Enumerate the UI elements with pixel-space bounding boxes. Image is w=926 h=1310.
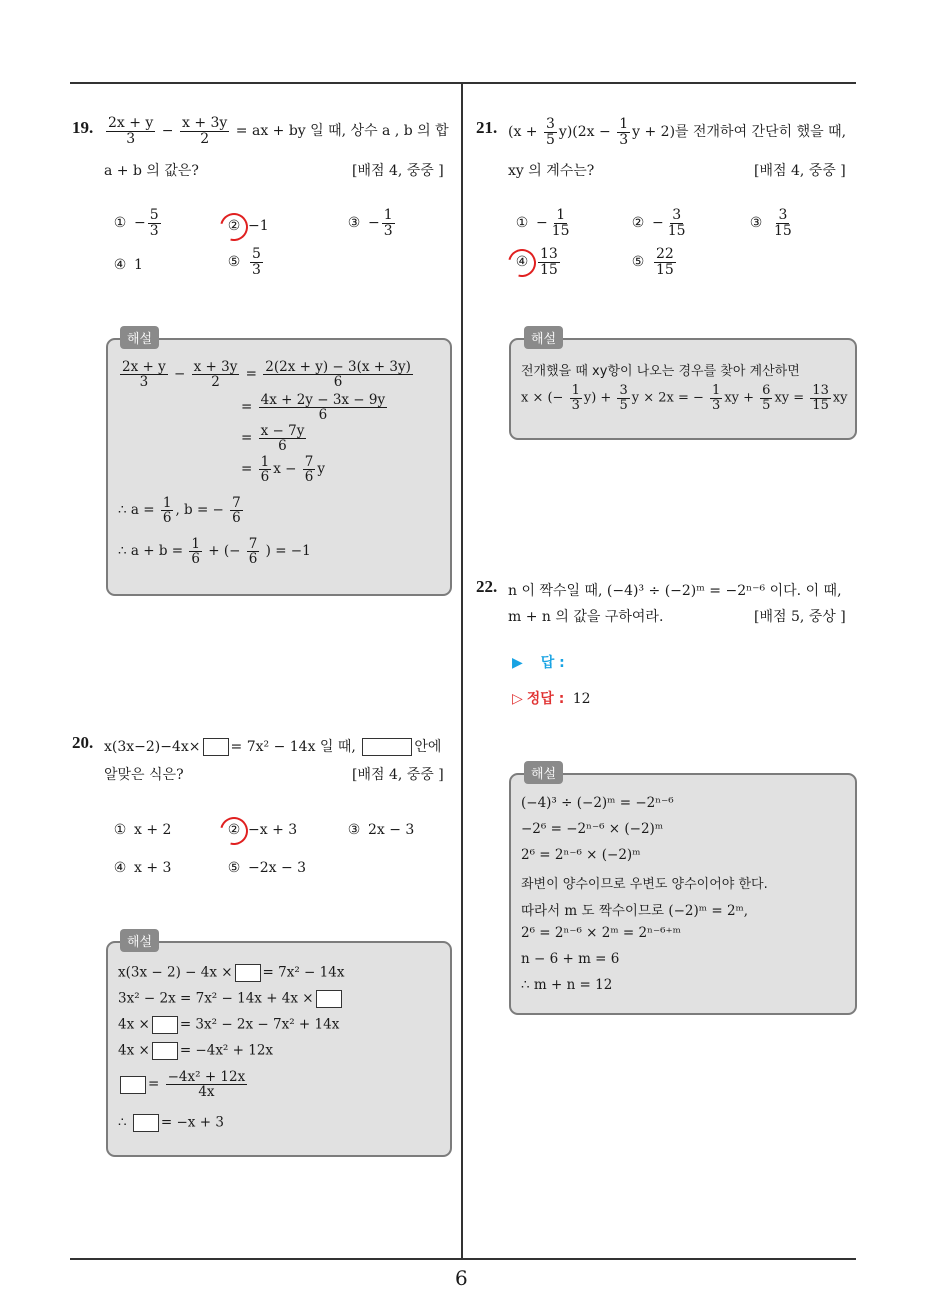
q20-sol-line-1: x(3x − 2) − 4x × = 7x² − 14x (118, 964, 345, 981)
q20-sol-line-4: 4x × = −4x² + 12x (118, 1042, 274, 1059)
q20-option-1[interactable]: ① x + 2 (113, 822, 172, 838)
q22-sol-line-3: 2⁶ = 2ⁿ⁻⁶ × (−2)ᵐ (521, 847, 641, 863)
q19-fraction-2: $\frac{x + 3y}{2}$ (181, 115, 228, 147)
q19-option-3[interactable]: ③ − $\frac{1}{3}$ (347, 207, 393, 239)
q20-solution-tag: 해설 (120, 929, 159, 952)
q20-option-5[interactable]: ⑤ −2x − 3 (227, 860, 307, 876)
column-divider (461, 83, 463, 1259)
question-20-stem: x(3x−2)−4x× = 7x² − 14x 일 때, 안에 (104, 739, 442, 755)
correct-answer-value: 12 (572, 691, 591, 707)
q21-option-2[interactable]: ② − $\frac{3}{15}$ (631, 207, 686, 239)
question-19-number: 19. (72, 118, 94, 137)
q19-fraction-1: $\frac{2x + y}{3}$ (108, 115, 154, 147)
q22-sol-line-6: 2⁶ = 2ⁿ⁻⁶ × 2ᵐ = 2ⁿ⁻⁶⁺ᵐ (521, 925, 681, 941)
question-22-stem-line2: m + n 의 값을 구하여라. (508, 609, 664, 625)
q20-option-4[interactable]: ④ x + 3 (113, 860, 172, 876)
answer-blank-box (203, 738, 229, 756)
q21-option-1[interactable]: ① − $\frac{1}{15}$ (515, 207, 570, 239)
q19-sol-line-4: = $\frac{1}{6}$ x − $\frac{7}{6}$ y (241, 454, 325, 486)
q19-sol-line-2: = $\frac{4x + 2y - 3x - 9y}{6}$ (241, 392, 386, 424)
question-21-meta: [배점 4, 중중 ] (754, 163, 846, 179)
q22-sol-line-8: ∴ m + n = 12 (521, 977, 613, 993)
answer-blank-box (316, 990, 342, 1008)
q20-sol-line-6: ∴ = −x + 3 (118, 1114, 224, 1131)
question-20-number: 20. (72, 733, 94, 752)
question-22-number: 22. (476, 577, 498, 596)
play-arrow-icon: ▶ (512, 655, 523, 671)
q21-sol-line-2: x × (− $\frac{1}{3}$ y) + $\frac{3}{5}$ y × 2x = − $\frac{1}{3}$ xy + $\frac{6}{5}$ xy = $\frac{13}{15}$ xy (521, 383, 848, 413)
q21-option-4-selected[interactable]: ④ $\frac{13}{15}$ (512, 247, 562, 277)
q19-sol-line-1: $\frac{2x + y}{3}$ − $\frac{x + 3y}{2}$ = $\frac{2(2x + y) - 3(x + 3y)}{6}$ (122, 359, 411, 391)
q20-option-3[interactable]: ③ 2x − 3 (347, 822, 415, 838)
answer-blank-box (120, 1076, 146, 1094)
q19-sol-line-6: ∴ a + b = $\frac{1}{6}$ + (− $\frac{7}{6}$ ) = −1 (118, 536, 311, 568)
top-rule (70, 82, 856, 84)
q20-option-2-selected[interactable]: ② −x + 3 (224, 822, 297, 838)
question-20-stem-line2: 알맞은 식은? (104, 767, 184, 783)
outline-arrow-icon: ▷ (512, 691, 523, 707)
q19-sol-line-5: ∴ a = $\frac{1}{6}$ , b = − $\frac{7}{6}$ (118, 495, 241, 527)
correct-answer-row: ▷ 정답 : 12 (512, 691, 591, 707)
q20-sol-line-3: 4x × = 3x² − 2x − 7x² + 14x (118, 1016, 340, 1033)
q22-sol-line-4: 좌변이 양수이므로 우변도 양수이어야 한다. (521, 877, 768, 892)
q21-solution-tag: 해설 (524, 326, 563, 349)
q19-option-5[interactable]: ⑤ $\frac{5}{3}$ (227, 246, 261, 278)
answer-blank-box (152, 1016, 178, 1034)
answer-blank-box (133, 1114, 159, 1132)
page-number: 6 (455, 1266, 468, 1290)
question-20-meta: [배점 4, 중중 ] (352, 767, 444, 783)
question-21-stem: (x + $\frac{3}{5}$ y)(2x − $\frac{1}{3}$ y + 2)를 전개하여 간단히 했을 때, (508, 116, 847, 148)
q19-solution-tag: 해설 (120, 326, 159, 349)
question-19-stem-line2: a + b 의 값은? (104, 163, 199, 179)
q19-option-1[interactable]: ① − $\frac{5}{3}$ (113, 207, 159, 239)
answer-blank-box (235, 964, 261, 982)
q21-option-3[interactable]: ③ $\frac{3}{15}$ (749, 207, 792, 239)
question-21-stem-line2: xy 의 계수는? (508, 163, 595, 179)
q22-sol-line-5: 따라서 m 도 짝수이므로 (−2)ᵐ = 2ᵐ, (521, 903, 749, 919)
q20-sol-line-2: 3x² − 2x = 7x² − 14x + 4x × (118, 990, 344, 1008)
q21-sol-line-1: 전개했을 때 xy항이 나오는 경우를 찾아 계산하면 (521, 364, 800, 379)
question-19-stem: $\frac{2x + y}{3}$ − $\frac{x + 3y}{2}$ = ax + by 일 때, 상수 a , b 의 합 (108, 115, 449, 147)
answer-blank-box (362, 738, 412, 756)
answer-blank-box (152, 1042, 178, 1060)
q20-sol-line-5: = $\frac{\text{−4x² + 12x}}{4x}$ (118, 1070, 249, 1099)
question-22-meta: [배점 5, 중상 ] (754, 609, 846, 625)
question-19-meta: [배점 4, 중중 ] (352, 163, 444, 179)
q21-option-5[interactable]: ⑤ $\frac{22}{15}$ (631, 246, 674, 278)
q22-sol-line-1: (−4)³ ÷ (−2)ᵐ = −2ⁿ⁻⁶ (521, 795, 674, 811)
answer-input-row[interactable]: ▶ 답 : (512, 655, 565, 671)
q22-solution-tag: 해설 (524, 761, 563, 784)
q19-sol-line-3: = $\frac{x - 7y}{6}$ (241, 423, 305, 455)
q22-sol-line-2: −2⁶ = −2ⁿ⁻⁶ × (−2)ᵐ (521, 821, 664, 837)
q19-option-2-selected[interactable]: ② −1 (224, 218, 269, 234)
question-22-stem: n 이 짝수일 때, (−4)³ ÷ (−2)ᵐ = −2ⁿ⁻⁶ 이다. 이 때, (508, 583, 842, 599)
bottom-rule (70, 1258, 856, 1260)
q19-option-4[interactable]: ④ 1 (113, 257, 143, 273)
question-21-number: 21. (476, 118, 498, 137)
q22-sol-line-7: n − 6 + m = 6 (521, 951, 620, 967)
